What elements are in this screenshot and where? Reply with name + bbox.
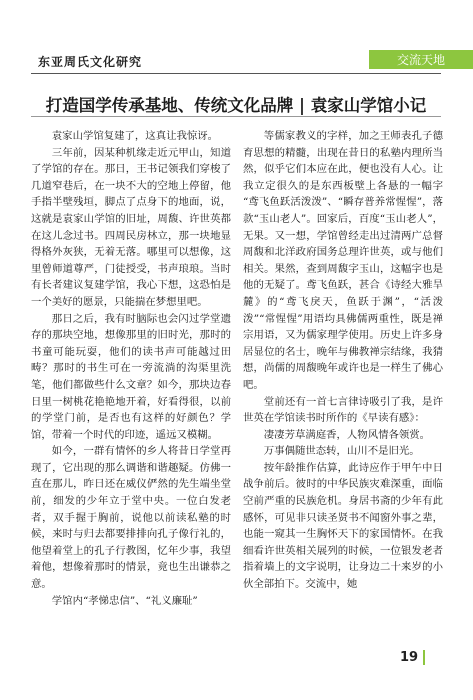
header-rule [31,73,441,74]
paragraph: 那日之后，我有时脑际也会闪过学堂遗存的那块空地，想像那里的旧时光，那时的书童可能玩耍，他们的读书声可能越过田畴？那时的书生可在一旁流淌的沟渠里洗笔，他们都做些什么文章？如今，那块边春日里一树桃花艳艳地开着，好看得很，以前的学堂门前，是否也有这样的好颜色？学馆，带着一个时代的印迹，遥远又模糊。 [31,312,231,441]
paragraph: 等儒家教义的字样，加之王师表孔子德育思想的精髓，出现在昔日的私塾内理所当然，似乎它们本应在此，便也没有人心。让我立定很久的是东西板壁上各悬的一幅字 “鸢飞鱼跃活泼泼”、“瞬存普养常惺惺”，落款“玉山老人”。回家后，百度“玉山老人”，无果。又一想，学馆曾经走出过清两广总督周馥和北洋政府国务总理许世英，或与他们相关。果然，查到周馥字玉山，这幅字也是他的无疑了。鸢飞鱼跃，甚合《诗经大雅旱麓》的“鸢飞戾天，鱼跃于渊”，“活泼泼”“常惺惺”用语均具佛儒两重性，既是禅宗用语，又为儒家理学使用。历史上许多身居显位的名士，晚年与佛教禅宗结缘，我猜想，尚儒的周馥晚年或许也是一样生了佛心吧。 [243,130,443,391]
section-name-banner: 交流天地 [369,50,473,69]
journal-name: 东亚周氏文化研究 [38,55,143,69]
paragraph: 袁家山学馆复建了，这真让我惊讶。 [51,130,219,142]
left-column [31,128,231,609]
poem-line: 万事偶随世态转，山川不是旧光。 [263,445,420,458]
paragraph: 学馆内“孝悌忠信”、“礼义廉耻” [51,594,198,607]
article-title: 打造国学传承基地、传统文化品牌 | 袁家山学馆小记 [45,96,427,115]
paragraph: 如今，一群有情怀的乡人将昔日学堂再现了，它出现的那么调谐和谐趣疑。仿佛一直在那儿，昨日还在威仪俨然的先生端坐堂前，细发的少年立于堂中央。一位白发老者，双手握于胸前，说他以前读私塾的时候，来时与归去都要排排向孔子像行礼的，他望着堂上的孔子行教图，忆年少事，我望着他，想像着那时的情景，竟也生出谦恭之意。 [31,445,231,591]
page-number: 19 [400,650,419,665]
paragraph: 三年前，因某种机缘走近元甲山，知道了学馆的存在。那日，王书记领我们穿梭了几道窄巷后，在一块不大的空地上停留，他手指半壁残垣，脚点了点身下的地面，说，这就是袁家山学馆的旧址，周馥、许世英都在这儿念过书。四周民房林立，那一块地显得格外灰狭，无着无落。哪里可以想像，这里曾师道尊严，门徒授受，书声琅琅。当时有长者建议复建学馆，我心下想，这恐怕是一个美好的愿景，只能揣在梦想里吧。 [31,146,231,308]
poem-line: 凄凄芳草满庭香，人物风情各领赏。 [263,428,431,441]
page-number-accent [423,650,435,665]
right-column [243,128,443,593]
paragraph: 按年龄推作估算，此诗应作于甲午中日战争前后。彼时的中华民族灾难深重，面临空前严重的民族危机。身居书斋的少年有此感怀，可见非只读圣贤书不闻窗外事之辈，也能一窥其一生胸怀天下的家国情怀。在我细看许世英相关展列的时候，一位银发老者指着墙上的文字说明，让身边二十来岁的小伙全部拍下。交流中，她 [243,461,443,591]
title-rule [31,116,441,117]
paragraph: 堂前还有一首七言律诗吸引了我，是许世英在学馆读书时所作的《早读有感》： [243,395,443,425]
